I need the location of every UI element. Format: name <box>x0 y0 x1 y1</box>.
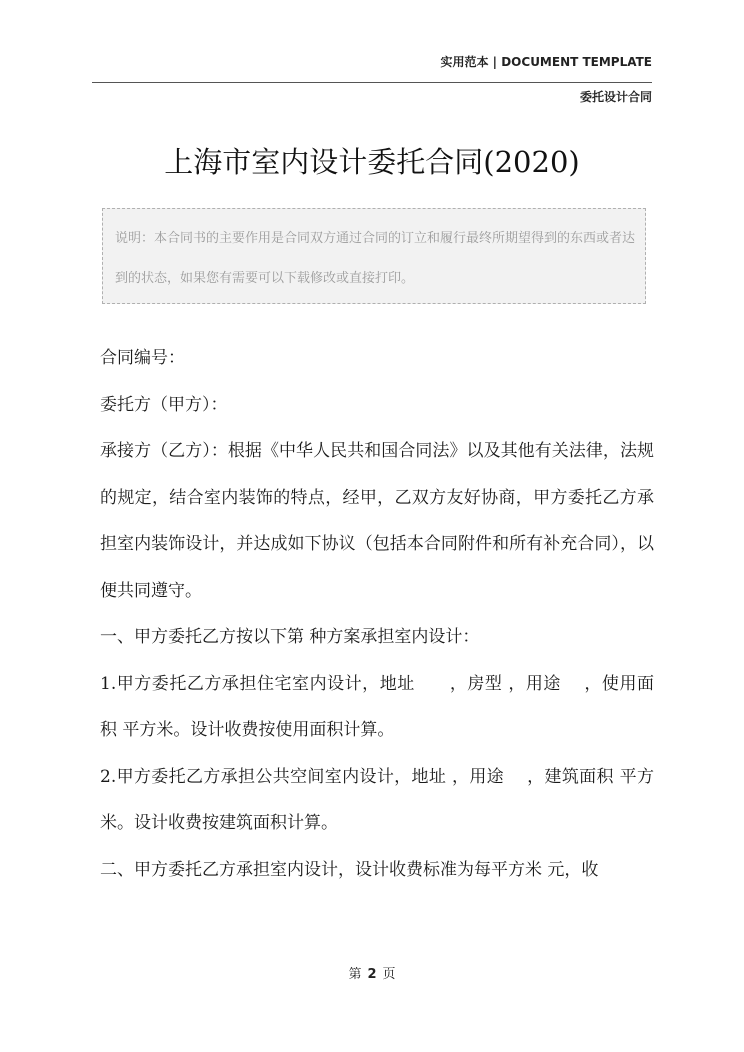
clause-two-paragraph: 二、甲方委托乙方承担室内设计，设计收费标准为每平方米 元，收 <box>100 859 599 880</box>
clause-one-heading: 一、甲方委托乙方按以下第 种方案承担室内设计： <box>100 627 480 647</box>
party-a-line: 委托方（甲方）： <box>100 394 228 415</box>
description-note-text: 说明：本合同书的主要作用是合同双方通过合同的订立和履行最终所期望得到的东西或者达到的状态，如果您有需要可以下载修改或直接打印。 <box>115 231 636 286</box>
page-suffix: 页 <box>382 967 396 982</box>
document-title: 上海市室内设计委托合同(2020) <box>164 145 580 179</box>
page-number: 2 <box>367 967 377 982</box>
party-b-paragraph: 承接方（乙方）：根据《中华人民共和国合同法》以及其他有关法律，法规的规定，结合室内装饰的特点，经甲，乙双方友好协商，甲方委托乙方承担室内装饰设计，并达成如下协议（包括本合同附件和所有补充合同），以便共同遵守。 <box>100 441 654 601</box>
header-doc-type: 委托设计合同 <box>579 90 652 104</box>
header-template-label: 实用范本 | DOCUMENT TEMPLATE <box>440 55 652 69</box>
contract-number-line: 合同编号： <box>100 348 185 368</box>
description-note-box <box>102 208 646 304</box>
clause-one-item-1: 1.甲方委托乙方承担住宅室内设计，地址 ，房型 ，用途 ，使用面积 平方米。设计收费按使用面积计算。 <box>100 673 654 740</box>
contract-body <box>100 335 654 893</box>
page-prefix: 第 <box>348 967 362 982</box>
clause-one-item-2: 2.甲方委托乙方承担公共空间室内设计，地址 ，用途 ，建筑面积 平方米。设计收费按建筑面积计算。 <box>100 766 654 833</box>
header-divider <box>92 82 652 83</box>
page-footer <box>0 963 744 982</box>
